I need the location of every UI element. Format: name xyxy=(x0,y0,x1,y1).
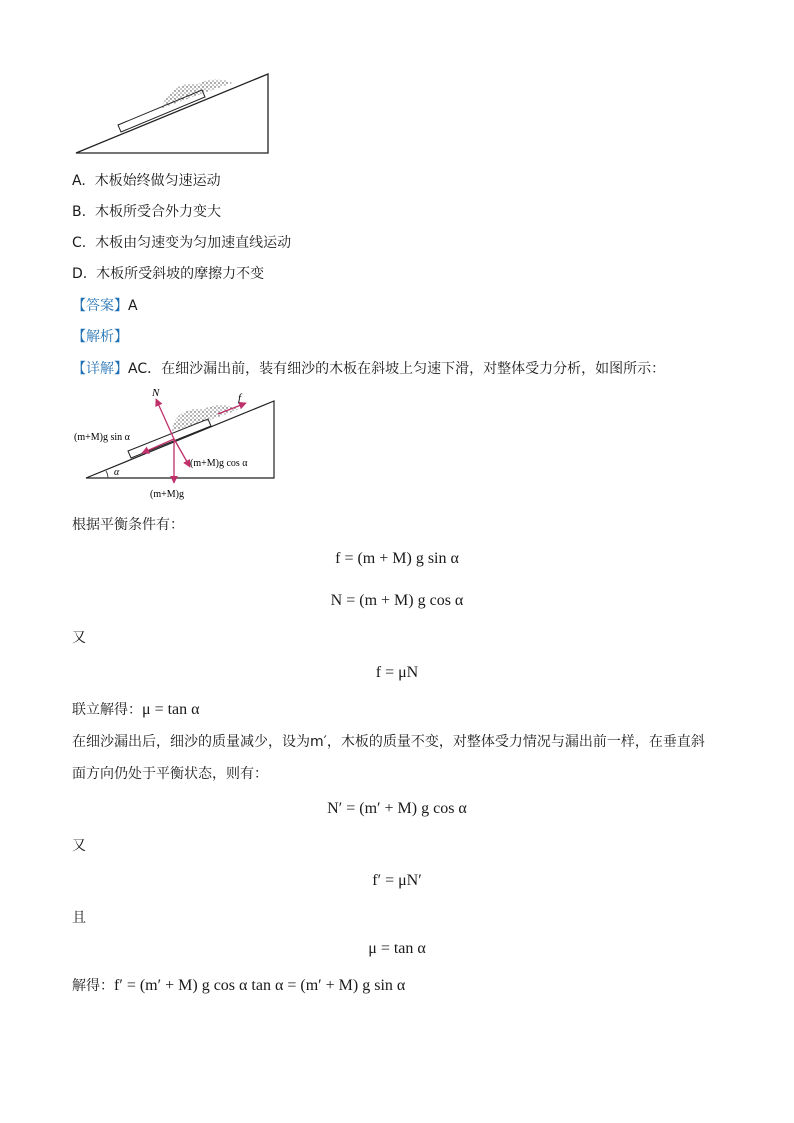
label-g: (m+M)g xyxy=(150,489,184,500)
equation-2: N = (m + M) g cos α xyxy=(330,592,464,609)
text-you-2: 又 xyxy=(72,838,86,854)
text-jiede: 解得： xyxy=(72,978,114,994)
answer-line xyxy=(72,296,138,316)
arrow-gcos xyxy=(174,439,190,467)
text-qie: 且 xyxy=(72,910,86,926)
text-jiede-line xyxy=(72,976,405,996)
text-you-1: 又 xyxy=(72,630,86,646)
detail-text: AC．在细沙漏出前，装有细沙的木板在斜坡上匀速下滑，对整体受力分析，如图所示： xyxy=(128,361,666,377)
detail-line xyxy=(72,359,665,379)
force-diagram xyxy=(70,383,285,505)
label-alpha: α xyxy=(114,467,120,478)
para2-line-1: 在细沙漏出后，细沙的质量减少，设为m′，木板的质量不变，对整体受力情况与漏出前一样，在垂直斜 xyxy=(72,734,705,750)
detail-label: 【详解】 xyxy=(72,361,128,377)
equation-1: f = (m + M) g sin α xyxy=(335,550,459,567)
equation-6: f′ = μN′ xyxy=(372,872,422,889)
option-d: D. 木板所受斜坡的摩擦力不变 xyxy=(72,266,265,282)
text-balance: 根据平衡条件有： xyxy=(72,517,184,533)
text-lianli-line xyxy=(72,700,200,720)
incline-figure-1 xyxy=(70,70,275,160)
option-b: B. 木板所受合外力变大 xyxy=(72,204,221,220)
equation-8: f′ = (m′ + M) g cos α tan α = (m′ + M) g sin α xyxy=(114,977,406,994)
label-gcos: (m+M)g cos α xyxy=(190,458,248,469)
analysis-line xyxy=(72,327,128,347)
label-gsin: (m+M)g sin α xyxy=(74,432,130,443)
analysis-label: 【解析】 xyxy=(72,329,128,345)
equation-7: μ = tan α xyxy=(368,940,426,957)
equation-4: μ = tan α xyxy=(142,701,200,718)
option-c: C. 木板由匀速变为匀加速直线运动 xyxy=(72,235,292,251)
option-a: A. 木板始终做匀速运动 xyxy=(72,173,221,189)
board-2 xyxy=(128,419,211,458)
incline-triangle xyxy=(76,74,268,153)
para2-line-2: 面方向仍处于平衡状态，则有： xyxy=(72,766,268,782)
label-f: f xyxy=(238,392,242,404)
arrow-normal xyxy=(156,399,174,439)
answer-label: 【答案】 xyxy=(72,298,128,314)
text-lianli: 联立解得： xyxy=(72,702,142,718)
label-N: N xyxy=(152,387,160,399)
equation-3: f = μN xyxy=(375,664,419,681)
answer-value: A xyxy=(128,298,138,314)
equation-5: N′ = (m′ + M) g cos α xyxy=(327,800,467,817)
